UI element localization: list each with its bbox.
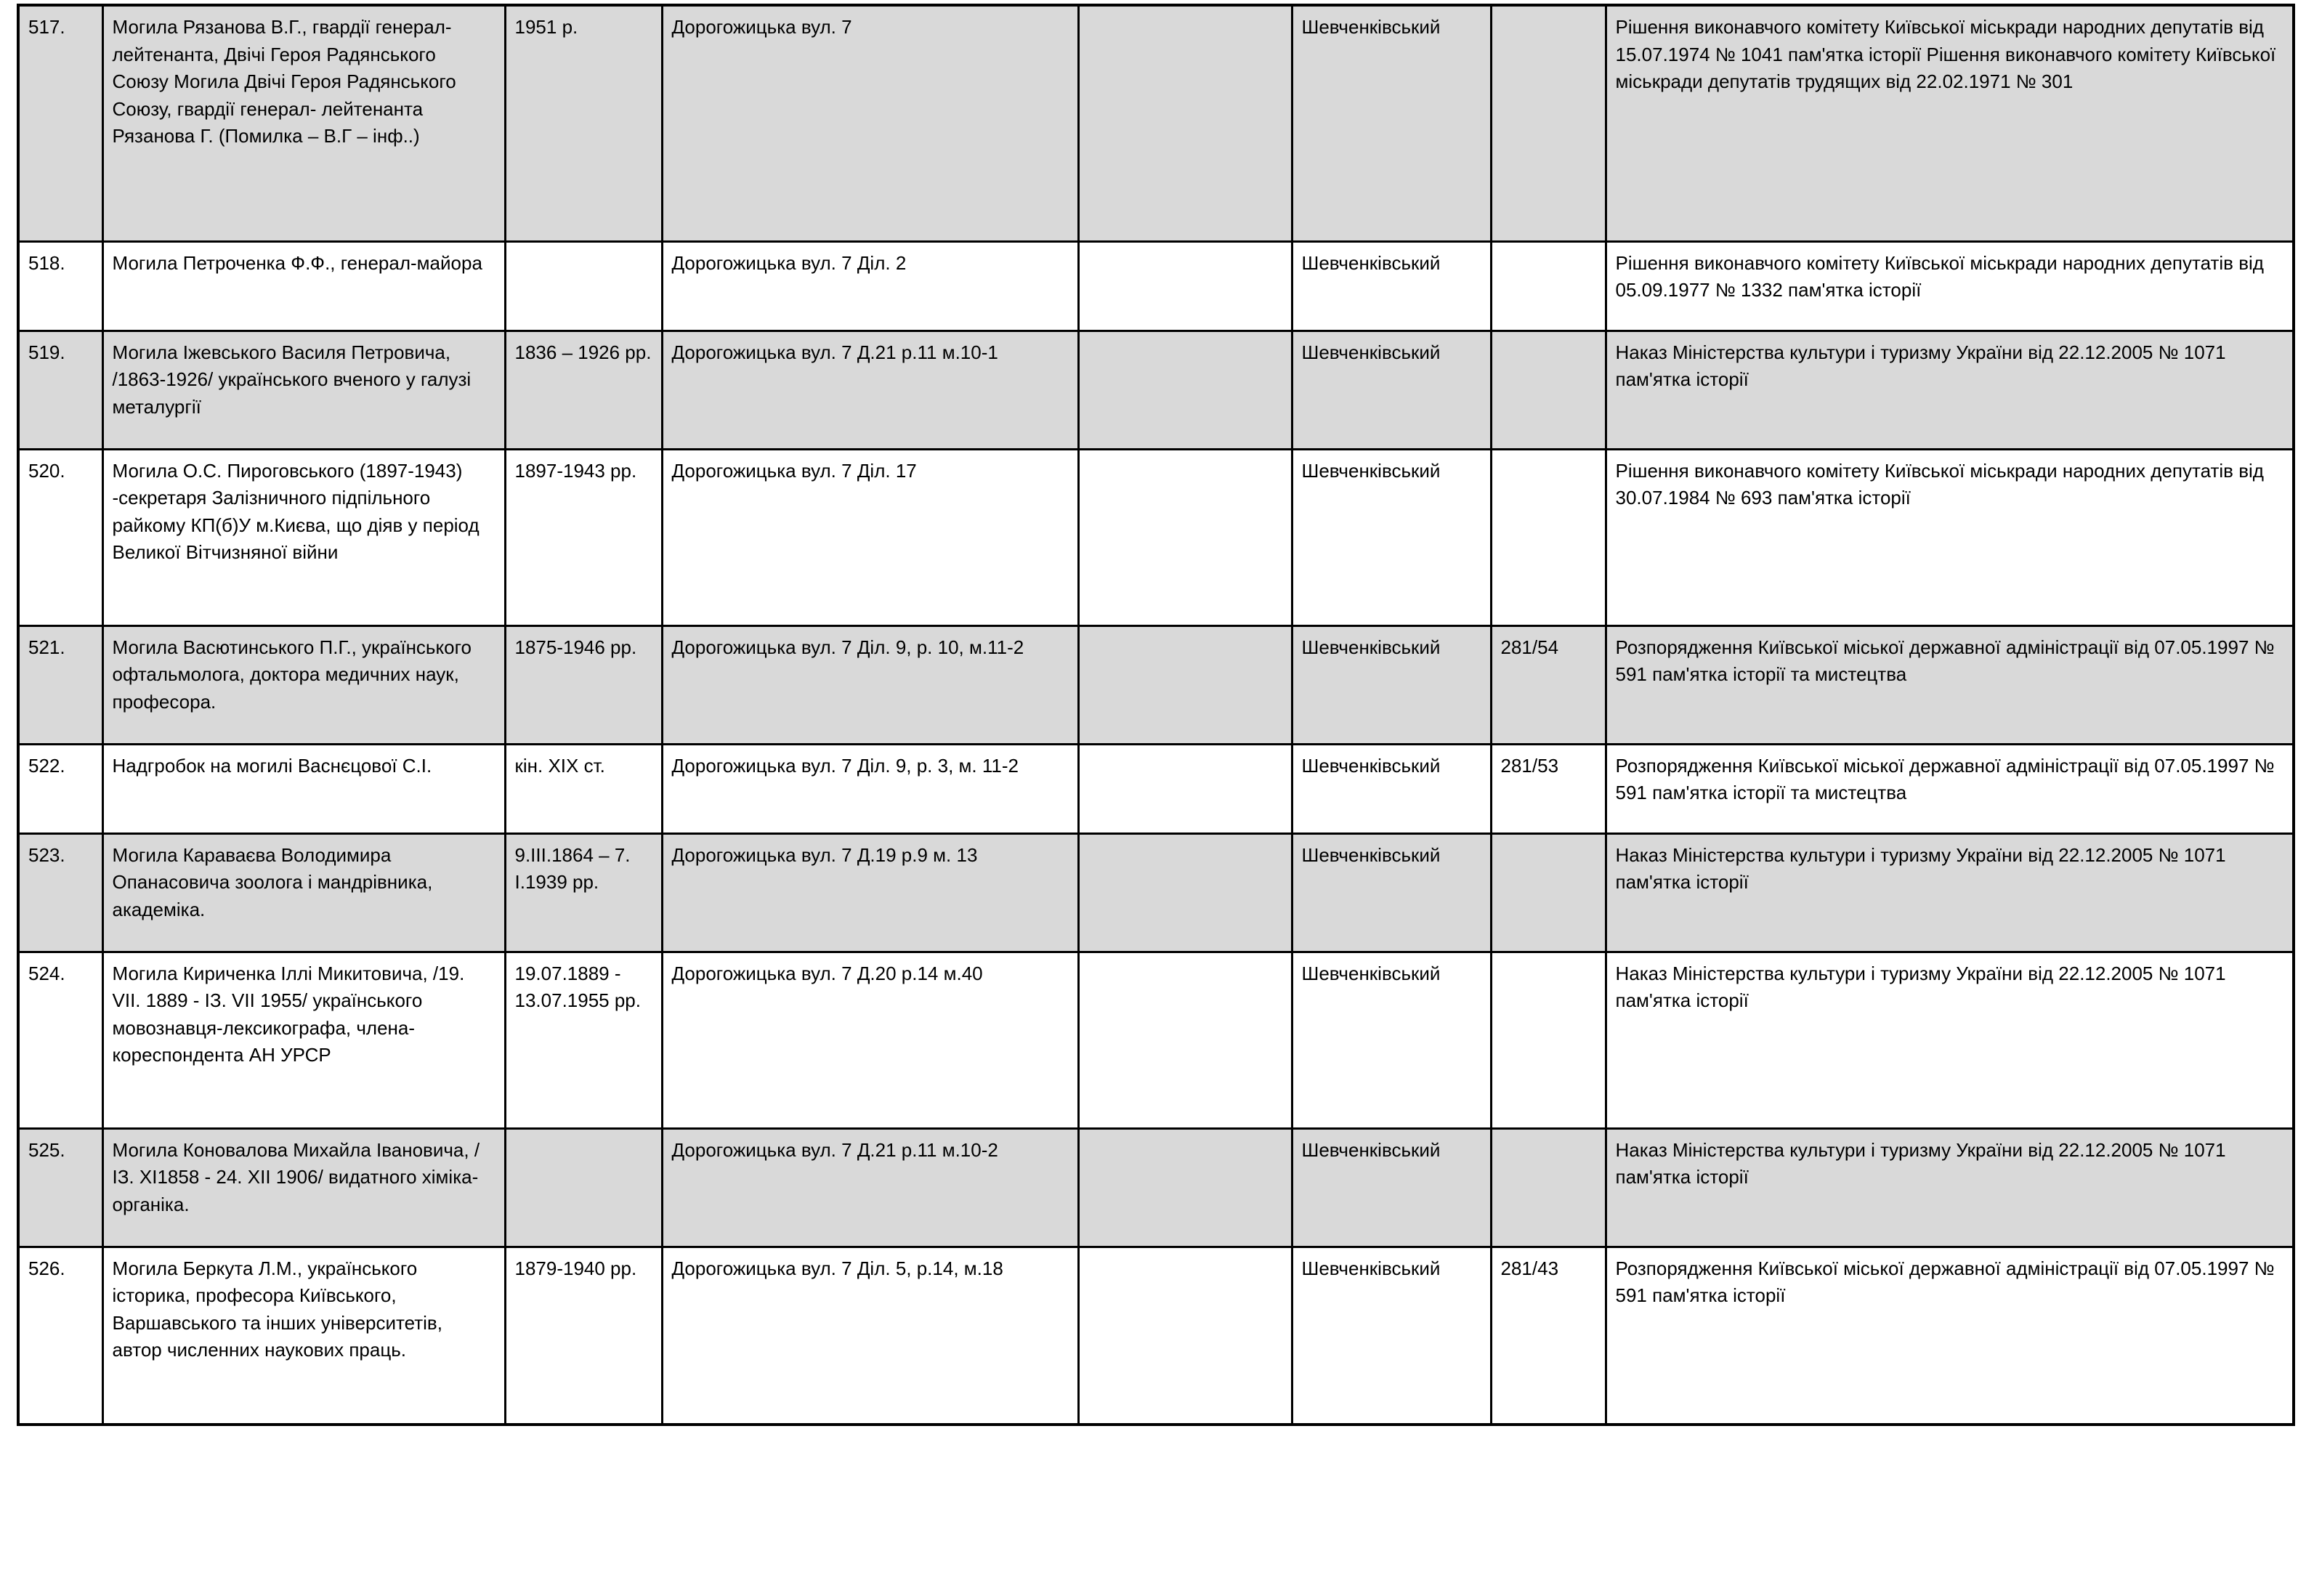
table-row — [18, 744, 2294, 833]
table-row — [18, 331, 2294, 449]
cell-registry-code — [1491, 5, 1606, 241]
cell-extra — [1078, 952, 1292, 1128]
cell-registry-code — [1491, 1128, 1606, 1247]
cell-date — [505, 241, 662, 331]
cell-district: Шевченківський — [1292, 331, 1491, 449]
cell-object-name: Могила Беркута Л.М., українського історика, професора Київського, Варшавського та інших університетів, автор численних наукових праць. — [102, 1247, 505, 1425]
cell-date: 19.07.1889 - 13.07.1955 рр. — [505, 952, 662, 1128]
cell-address: Дорогожицька вул. 7 Д.21 р.11 м.10-2 — [662, 1128, 1078, 1247]
cell-decision: Наказ Міністерства культури і туризму України від 22.12.2005 № 1071 пам'ятка історії — [1606, 1128, 2294, 1247]
cell-number: 519. — [18, 331, 102, 449]
cell-object-name: Могила Кириченка Іллі Микитовича, /19. VІІ. 1889 - ІЗ. VІІ 1955/ українського мовознавця-лексикографа, члена-кореспондента АН УРСР — [102, 952, 505, 1128]
cell-district: Шевченківський — [1292, 5, 1491, 241]
cell-date: 1897-1943 рр. — [505, 449, 662, 625]
cell-number: 517. — [18, 5, 102, 241]
cell-address: Дорогожицька вул. 7 Д.19 р.9 м. 13 — [662, 833, 1078, 952]
cell-district: Шевченківський — [1292, 833, 1491, 952]
cell-number: 518. — [18, 241, 102, 331]
cell-address: Дорогожицька вул. 7 Діл. 2 — [662, 241, 1078, 331]
cell-district: Шевченківський — [1292, 1247, 1491, 1425]
cell-object-name: Могила Коновалова Михайла Івановича, /ІЗ. ХІ1858 - 24. ХІІ 1906/ видатного хіміка-органіка. — [102, 1128, 505, 1247]
cell-registry-code — [1491, 331, 1606, 449]
cell-object-name: Могила О.С. Пироговського (1897-1943) -секретаря Залізничного підпільного райкому КП(б)У м.Києва, що діяв у період Великої Вітчизняної війни — [102, 449, 505, 625]
cell-decision: Рішення виконавчого комітету Київської міськради народних депутатів від 15.07.1974 № 1041 пам'ятка історії Рішення виконавчого комітету Київської міськради депутатів трудящих від 22.02.1971 № 301 — [1606, 5, 2294, 241]
cell-date — [505, 1128, 662, 1247]
cell-decision: Рішення виконавчого комітету Київської міськради народних депутатів від 05.09.1977 № 1332 пам'ятка історії — [1606, 241, 2294, 331]
table-row — [18, 5, 2294, 241]
cell-decision: Наказ Міністерства культури і туризму України від 22.12.2005 № 1071 пам'ятка історії — [1606, 331, 2294, 449]
cell-extra — [1078, 331, 1292, 449]
cell-address: Дорогожицька вул. 7 — [662, 5, 1078, 241]
cell-registry-code: 281/43 — [1491, 1247, 1606, 1425]
cell-extra — [1078, 744, 1292, 833]
cell-object-name: Могила Петроченка Ф.Ф., генерал-майора — [102, 241, 505, 331]
cell-object-name: Могила Караваєва Володимира Опанасовича зоолога і мандрівника, академіка. — [102, 833, 505, 952]
cell-number: 525. — [18, 1128, 102, 1247]
cell-district: Шевченківський — [1292, 952, 1491, 1128]
cell-decision: Розпорядження Київської міської державної адміністрації від 07.05.1997 № 591 пам'ятка історії — [1606, 1247, 2294, 1425]
cell-district: Шевченківський — [1292, 241, 1491, 331]
table-row — [18, 952, 2294, 1128]
cell-number: 523. — [18, 833, 102, 952]
table-row — [18, 1247, 2294, 1425]
cell-date: 1875-1946 рр. — [505, 625, 662, 744]
cell-decision: Рішення виконавчого комітету Київської міськради народних депутатів від 30.07.1984 № 693 пам'ятка історії — [1606, 449, 2294, 625]
cell-object-name: Могила Рязанова В.Г., гвардії генерал-лейтенанта, Двічі Героя Радянського Союзу Могила Двічі Героя Радянського Союзу, гвардії генерал- лейтенанта Рязанова Г. (Помилка – В.Г – інф..) — [102, 5, 505, 241]
cell-district: Шевченківський — [1292, 449, 1491, 625]
cell-number: 521. — [18, 625, 102, 744]
cell-extra — [1078, 241, 1292, 331]
cell-address: Дорогожицька вул. 7 Д.20 р.14 м.40 — [662, 952, 1078, 1128]
cell-registry-code: 281/53 — [1491, 744, 1606, 833]
cell-date: 1951 р. — [505, 5, 662, 241]
cell-registry-code — [1491, 952, 1606, 1128]
cell-date: кін. XIX ст. — [505, 744, 662, 833]
cell-extra — [1078, 449, 1292, 625]
cell-extra — [1078, 625, 1292, 744]
cell-date: 1879-1940 рр. — [505, 1247, 662, 1425]
table-body — [18, 5, 2294, 1425]
cell-decision: Розпорядження Київської міської державної адміністрації від 07.05.1997 № 591 пам'ятка історії та мистецтва — [1606, 625, 2294, 744]
table-row — [18, 1128, 2294, 1247]
cell-district: Шевченківський — [1292, 744, 1491, 833]
cell-address: Дорогожицька вул. 7 Діл. 17 — [662, 449, 1078, 625]
cell-district: Шевченківський — [1292, 1128, 1491, 1247]
cell-registry-code — [1491, 449, 1606, 625]
cell-registry-code: 281/54 — [1491, 625, 1606, 744]
table-row — [18, 449, 2294, 625]
cell-date: 1836 – 1926 рр. — [505, 331, 662, 449]
cell-registry-code — [1491, 833, 1606, 952]
cell-object-name: Могила Васютинського П.Г., українського офтальмолога, доктора медичних наук, професора. — [102, 625, 505, 744]
cell-number: 520. — [18, 449, 102, 625]
cell-address: Дорогожицька вул. 7 Діл. 9, р. 3, м. 11-2 — [662, 744, 1078, 833]
monuments-table — [17, 4, 2295, 1426]
cell-address: Дорогожицька вул. 7 Д.21 р.11 м.10-1 — [662, 331, 1078, 449]
table-row — [18, 833, 2294, 952]
cell-number: 524. — [18, 952, 102, 1128]
cell-district: Шевченківський — [1292, 625, 1491, 744]
cell-date: 9.ІІІ.1864 – 7. І.1939 рр. — [505, 833, 662, 952]
table-row — [18, 625, 2294, 744]
cell-object-name: Могила Іжевського Василя Петровича, /1863-1926/ українського вченого у галузі металургії — [102, 331, 505, 449]
cell-extra — [1078, 833, 1292, 952]
cell-object-name: Надгробок на могилі Васнєцової С.І. — [102, 744, 505, 833]
cell-number: 526. — [18, 1247, 102, 1425]
cell-decision: Розпорядження Київської міської державної адміністрації від 07.05.1997 № 591 пам'ятка історії та мистецтва — [1606, 744, 2294, 833]
cell-extra — [1078, 1247, 1292, 1425]
cell-number: 522. — [18, 744, 102, 833]
cell-extra — [1078, 1128, 1292, 1247]
cell-decision: Наказ Міністерства культури і туризму України від 22.12.2005 № 1071 пам'ятка історії — [1606, 952, 2294, 1128]
cell-registry-code — [1491, 241, 1606, 331]
cell-extra — [1078, 5, 1292, 241]
cell-address: Дорогожицька вул. 7 Діл. 9, р. 10, м.11-2 — [662, 625, 1078, 744]
cell-decision: Наказ Міністерства культури і туризму України від 22.12.2005 № 1071 пам'ятка історії — [1606, 833, 2294, 952]
table-row — [18, 241, 2294, 331]
cell-address: Дорогожицька вул. 7 Діл. 5, р.14, м.18 — [662, 1247, 1078, 1425]
